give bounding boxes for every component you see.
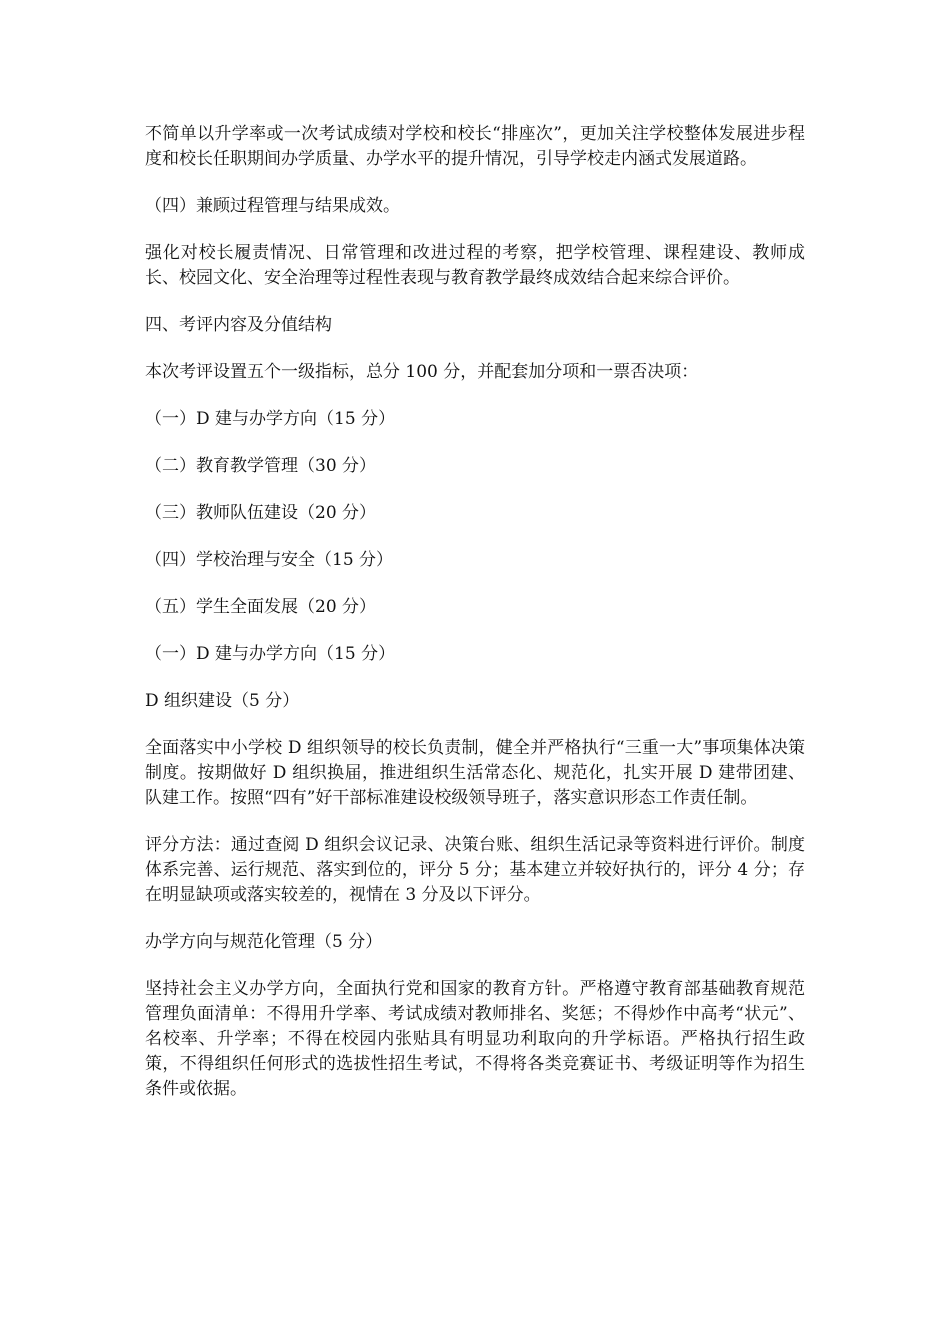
section-heading-content-and-scores: 四、考评内容及分值结构	[145, 315, 332, 335]
paragraph-score-overview: 本次考评设置五个一级指标，总分 100 分，并配套加分项和一票否决项：	[145, 362, 699, 382]
paragraph-school-direction-requirements: 坚持社会主义办学方向，全面执行党和国家的教育方针。严格遵守教育部基础教育规范管理负面清单：不得用升学率、考试成绩对教师排名、奖惩；不得炒作中高考“状元”、名校率、升学率；不得在校园内张贴具有明显功利取向的升学标语。严格执行招生政策，不得组织任何形式的选拔性招生考试，不得将各类竞赛证书、考级证明等作为招生条件或依据。	[145, 979, 805, 1099]
paragraph-organization-requirements: 全面落实中小学校 D 组织领导的校长负责制，健全并严格执行“三重一大”事项集体决策制度。按期做好 D 组织换届，推进组织生活常态化、规范化，扎实开展 D 建带团建、队建工作。按照“四有”好干部标准建设校级领导班子，落实意识形态工作责任制。	[145, 738, 805, 808]
indicator-item-5: （五）学生全面发展（20 分）	[145, 597, 377, 617]
indicator-item-1: （一）D 建与办学方向（15 分）	[145, 409, 396, 429]
paragraph-scoring-method: 评分方法：通过查阅 D 组织会议记录、决策台账、组织生活记录等资料进行评价。制度体系完善、运行规范、落实到位的，评分 5 分；基本建立并较好执行的，评分 4 分；存在明显缺项或落实较差的，视情在 3 分及以下评分。	[145, 835, 805, 905]
indicator-item-3: （三）教师队伍建设（20 分）	[145, 503, 377, 523]
paragraph-process-evaluation: 强化对校长履责情况、日常管理和改进过程的考察，把学校管理、课程建设、教师成长、校园文化、安全治理等过程性表现与教育教学最终成效结合起来综合评价。	[145, 243, 805, 288]
sub-item-organization-building: D 组织建设（5 分）	[145, 691, 300, 711]
indicator-item-2: （二）教育教学管理（30 分）	[145, 456, 377, 476]
paragraph-evaluation-principle: 不简单以升学率或一次考试成绩对学校和校长“排座次”，更加关注学校整体发展进步程度和校长任职期间办学质量、办学水平的提升情况，引导学校走内涵式发展道路。	[145, 124, 805, 169]
sub-item-school-direction: 办学方向与规范化管理（5 分）	[145, 932, 383, 952]
document-body	[145, 122, 805, 1124]
subsection-heading-1: （一）D 建与办学方向（15 分）	[145, 644, 396, 664]
indicator-item-4: （四）学校治理与安全（15 分）	[145, 550, 394, 570]
subheading-process-and-results: （四）兼顾过程管理与结果成效。	[145, 196, 400, 216]
